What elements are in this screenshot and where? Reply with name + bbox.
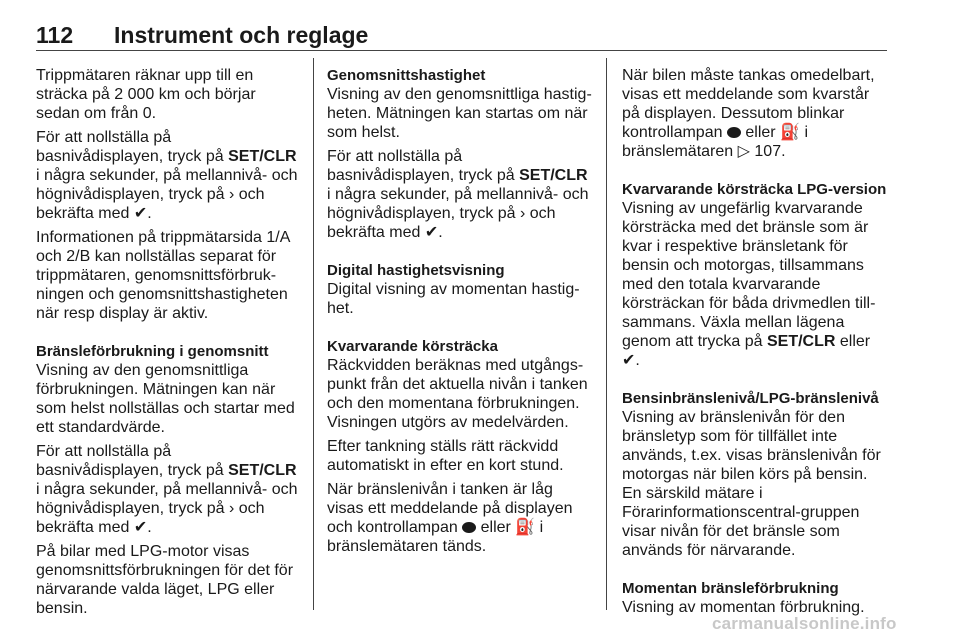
heading-fuel-level: Bensinbränslenivå/LPG-bränslenivå [622,390,879,407]
paragraph-lpg-consumption: På bilar med LPG-motor visas genomsnittsförbrukningen för det för närvarande valda läget, LPG eller bensin. [36,543,294,617]
paragraph-consumption-reset: För att nollställa på basnivådisplayen, tryck på SET/CLR i några sekunder, på mellannivå- och högnivådisplayen, tryck på › och bekräfta med ✔. [36,443,298,536]
heading-instant-consumption: Momentan bränsleförbrukning [622,580,839,597]
watermark: carmanualsonline.info [712,614,897,633]
heading-range: Kvarvarande körsträcka [327,338,498,355]
paragraph-digital-speed: Digital visning av momentan hastighet. [327,281,580,317]
next-icon: › [229,500,235,517]
page-reference-icon: ▷ [737,143,750,160]
paragraph-trip-reset: För att nollställa på basnivådisplayen, tryck på SET/CLR i några sekunder, på mellannivå- och högnivådisplayen, tryck på › och bekräfta med ✔. [36,129,298,222]
next-icon: › [520,205,526,222]
page-header [36,6,886,50]
fuel-warning-lamp-icon [727,127,741,138]
fuel-pump-icon: ⛽ [515,519,536,536]
heading-lpg-range: Kvarvarande körsträcka LPG-version [622,181,887,198]
set-clr-key: SET/CLR [766,333,836,350]
fuel-warning-lamp-icon [462,522,476,533]
column-divider-1 [313,58,314,610]
paragraph-fuel-level: Visning av bränslenivån för den bränsletyp som för tillfället inte används, t.ex. visas bränslenivån för motorgas när bilen körs på bensin. En särskild mätare i Förarinformationscentral-gruppen visar nivån för det bränsle som används för närvarande. [622,409,881,559]
set-clr-key: SET/CLR [228,462,297,479]
column-2 [327,66,593,561]
paragraph-average-consumption: Visning av den genomsnittliga förbrukningen. Mätningen kan när som helst nollställas och startar med ett standardvärde. [36,362,295,436]
column-divider-2 [606,58,607,610]
check-icon: ✔ [424,224,439,241]
paragraph-average-speed: Visning av den genomsnittliga hastigheten. Mätningen kan startas om när som helst. [327,86,592,141]
paragraph-refuel-now: När bilen måste tankas omedelbart, visas ett meddelande som kvarstår på displayen. Dessutom blinkar kontrollampan eller ⛽ i bränslemätaren ▷ 107. [622,67,875,160]
paragraph-range: Räckvidden beräknas med utgångspunkt från det aktuella nivån i tanken och den momentana förbrukningen. Visningen utgörs av medelvärden. [327,357,588,431]
set-clr-key: SET/CLR [228,148,297,165]
next-icon: › [229,186,235,203]
column-3 [622,66,888,622]
heading-average-speed: Genomsnittshastighet [327,67,486,84]
paragraph-low-fuel: När bränslenivån i tanken är låg visas ett meddelande på displayen och kontrollampan eller ⛽ i bränslemätaren tänds. [327,481,573,555]
check-icon: ✔ [133,205,148,222]
paragraph-speed-reset: För att nollställa på basnivådisplayen, tryck på SET/CLR i några sekunder, på mellannivå- och högnivådisplayen, tryck på › och bekräfta med ✔. [327,148,589,241]
paragraph-trip-intro: Trippmätaren räknar upp till en sträcka på 2 000 km och börjar sedan om från 0. [36,67,256,122]
heading-digital-speed: Digital hastighetsvisning [327,262,505,279]
paragraph-instant-consumption: Visning av momentan förbrukning. [622,599,865,616]
fuel-pump-icon: ⛽ [780,124,800,141]
paragraph-refuel: Efter tankning ställs rätt räckvidd automatiskt in efter en kort stund. [327,438,564,474]
page-title: Instrument och reglage [114,22,369,48]
header-rule [36,50,887,51]
check-icon: ✔ [622,352,636,369]
paragraph-lpg-range: Visning av ungefärlig kvarvarande körsträcka med det bränsle som är kvar i respektive bränsletank för bensin och motorgas, tillsammans med den totala kvarvarande körsträckan för båda drivmedlen tillsammans. Växla mellan lägena genom att trycka på SET/CLR eller ✔. [622,200,876,369]
page-number: 112 [36,22,74,48]
paragraph-trip-pages: Informationen på trippmätarsida 1/A och 2/B kan nollställas separat för trippmätaren, genomsnittsförbrukningen och genomsnittshastigheten när resp display är aktiv. [36,229,290,322]
set-clr-key: SET/CLR [519,167,588,184]
heading-average-consumption: Bränsleförbrukning i genomsnitt [36,343,269,360]
column-1 [36,66,302,623]
check-icon: ✔ [133,519,148,536]
page-reference: 107 [754,143,782,160]
